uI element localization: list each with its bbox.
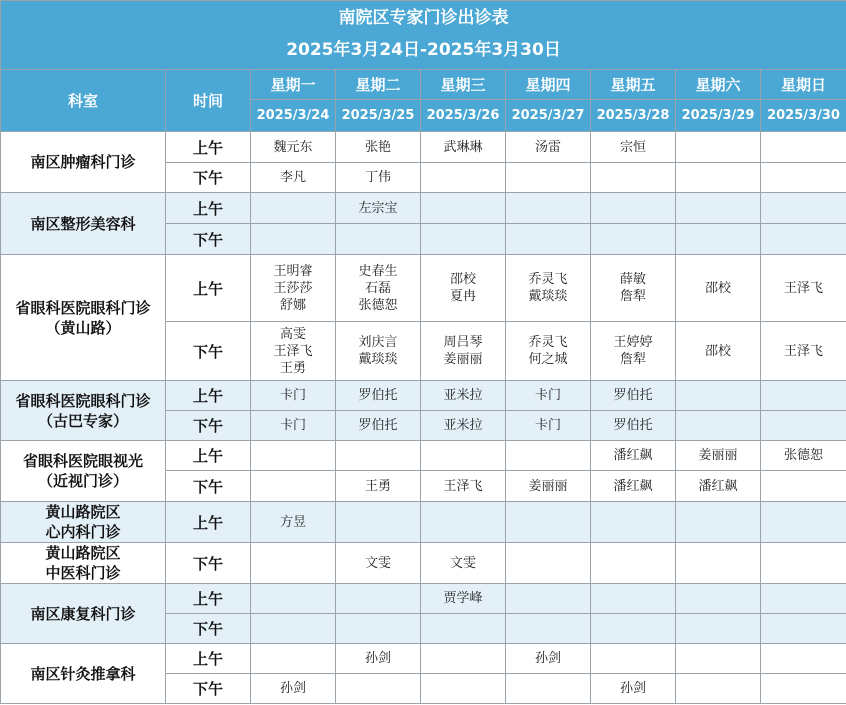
department-name bbox=[1, 132, 166, 193]
session-time: 下午 bbox=[166, 163, 251, 193]
doctor-name: 武琳琳 bbox=[443, 139, 483, 155]
doctor-name: 舒娜 bbox=[279, 297, 306, 313]
doctor-cell bbox=[251, 132, 336, 163]
doctor-name: 邵校 bbox=[449, 272, 476, 287]
doctor-name: 孙剑 bbox=[619, 681, 646, 696]
doctor-cell bbox=[676, 255, 761, 322]
table-row bbox=[1, 193, 846, 224]
doctor-cell bbox=[761, 381, 846, 411]
doctor-name: 潘红飙 bbox=[613, 448, 653, 463]
doctor-name: 张德恕 bbox=[784, 448, 824, 463]
doctor-cell bbox=[506, 224, 591, 255]
doctor-name: 姜丽丽 bbox=[698, 448, 738, 463]
session-time: 下午 bbox=[166, 471, 251, 502]
doctor-cell bbox=[251, 674, 336, 704]
department-name bbox=[1, 441, 166, 502]
doctor-name: 亚米拉 bbox=[443, 418, 483, 433]
doctor-cell bbox=[336, 441, 421, 471]
department-name-line: 南区肿瘤科门诊 bbox=[30, 153, 136, 171]
doctor-cell bbox=[251, 502, 336, 543]
doctor-cell bbox=[591, 255, 676, 322]
doctor-cell bbox=[251, 471, 336, 502]
doctor-cell bbox=[761, 644, 846, 674]
doctor-cell bbox=[336, 614, 421, 644]
department-name-line: 黄山路院区 bbox=[45, 544, 121, 562]
doctor-name: 姜丽丽 bbox=[443, 352, 483, 367]
doctor-name: 史春生 bbox=[358, 263, 398, 279]
doctor-name: 孙剑 bbox=[534, 651, 561, 666]
department-name bbox=[1, 255, 166, 381]
doctor-cell bbox=[761, 255, 846, 322]
session-time: 上午 bbox=[166, 132, 251, 163]
doctor-cell bbox=[336, 255, 421, 322]
table-row bbox=[1, 644, 846, 674]
doctor-cell bbox=[676, 381, 761, 411]
doctor-name: 卡门 bbox=[534, 388, 561, 403]
doctor-cell bbox=[251, 163, 336, 193]
doctor-cell bbox=[591, 644, 676, 674]
department-name bbox=[1, 644, 166, 704]
doctor-cell bbox=[421, 584, 506, 614]
date-header: 2025/3/28 bbox=[591, 100, 676, 132]
doctor-cell bbox=[336, 502, 421, 543]
department-name bbox=[1, 381, 166, 441]
doctor-cell bbox=[336, 132, 421, 163]
doctor-cell bbox=[421, 543, 506, 584]
doctor-cell bbox=[591, 163, 676, 193]
doctor-cell bbox=[251, 224, 336, 255]
doctor-cell bbox=[591, 381, 676, 411]
date-header: 2025/3/24 bbox=[251, 100, 336, 132]
doctor-cell bbox=[421, 644, 506, 674]
doctor-name: 乔灵飞 bbox=[528, 335, 568, 350]
department-name bbox=[1, 543, 166, 584]
doctor-cell bbox=[761, 614, 846, 644]
session-time: 下午 bbox=[166, 674, 251, 704]
doctor-cell bbox=[251, 322, 336, 381]
doctor-cell bbox=[761, 163, 846, 193]
doctor-cell bbox=[591, 584, 676, 614]
doctor-cell bbox=[336, 674, 421, 704]
department-name bbox=[1, 502, 166, 543]
doctor-name: 王明睿 bbox=[273, 263, 313, 279]
doctor-cell bbox=[336, 322, 421, 381]
doctor-cell bbox=[761, 322, 846, 381]
doctor-cell bbox=[506, 674, 591, 704]
doctor-cell bbox=[421, 614, 506, 644]
table-row bbox=[1, 132, 846, 163]
department-name-line: 南区康复科门诊 bbox=[30, 604, 136, 623]
department-name-line: 南区针灸推拿科 bbox=[30, 664, 136, 683]
doctor-cell bbox=[421, 411, 506, 441]
doctor-name: 王泽飞 bbox=[784, 280, 824, 296]
day-header: 星期一 bbox=[251, 70, 336, 100]
doctor-name: 李凡 bbox=[279, 170, 306, 185]
doctor-cell bbox=[506, 502, 591, 543]
doctor-cell bbox=[506, 132, 591, 163]
doctor-name: 卡门 bbox=[534, 418, 561, 433]
department-name-line: 中医科门诊 bbox=[45, 564, 121, 582]
doctor-name: 王泽飞 bbox=[784, 343, 824, 359]
doctor-name: 潘红飙 bbox=[613, 478, 653, 494]
doctor-name: 夏冉 bbox=[449, 289, 476, 304]
session-time: 上午 bbox=[166, 644, 251, 674]
doctor-name: 卡门 bbox=[279, 418, 306, 433]
doctor-cell bbox=[421, 322, 506, 381]
doctor-cell bbox=[336, 644, 421, 674]
doctor-cell bbox=[251, 644, 336, 674]
doctor-cell bbox=[421, 471, 506, 502]
department-name-line: 省眼科医院眼视光 bbox=[22, 452, 143, 470]
doctor-name: 戴琰琰 bbox=[528, 289, 568, 304]
doctor-name: 乔灵飞 bbox=[528, 272, 568, 287]
doctor-cell bbox=[336, 224, 421, 255]
department-name-line: 心内科门诊 bbox=[45, 523, 121, 541]
doctor-cell bbox=[421, 502, 506, 543]
doctor-name: 汤雷 bbox=[534, 139, 561, 155]
doctor-name: 王勇 bbox=[279, 360, 306, 376]
doctor-cell bbox=[676, 543, 761, 584]
date-header: 2025/3/25 bbox=[336, 100, 421, 132]
doctor-name: 王莎莎 bbox=[273, 280, 313, 296]
doctor-name: 亚米拉 bbox=[443, 388, 483, 403]
time-column-header: 时间 bbox=[166, 70, 251, 132]
doctor-cell bbox=[591, 614, 676, 644]
table-row bbox=[1, 584, 846, 614]
doctor-cell bbox=[506, 193, 591, 224]
doctor-cell bbox=[506, 163, 591, 193]
date-header: 2025/3/29 bbox=[676, 100, 761, 132]
doctor-name: 刘庆言 bbox=[358, 335, 398, 350]
doctor-cell bbox=[251, 255, 336, 322]
doctor-cell bbox=[421, 381, 506, 411]
day-header: 星期日 bbox=[761, 70, 846, 100]
doctor-cell bbox=[506, 614, 591, 644]
department-name-line: 黄山路院区 bbox=[45, 503, 121, 521]
day-header: 星期五 bbox=[591, 70, 676, 100]
doctor-cell bbox=[591, 441, 676, 471]
doctor-name: 孙剑 bbox=[364, 651, 391, 666]
doctor-cell bbox=[506, 255, 591, 322]
doctor-cell bbox=[676, 411, 761, 441]
title-line-1: 南院区专家门诊出诊表 bbox=[338, 8, 509, 28]
doctor-cell bbox=[676, 674, 761, 704]
doctor-name: 方昱 bbox=[279, 514, 306, 530]
doctor-cell bbox=[506, 644, 591, 674]
doctor-cell bbox=[506, 381, 591, 411]
session-time: 下午 bbox=[166, 322, 251, 381]
doctor-cell bbox=[336, 381, 421, 411]
department-name bbox=[1, 584, 166, 644]
doctor-cell bbox=[251, 411, 336, 441]
date-header: 2025/3/27 bbox=[506, 100, 591, 132]
doctor-name: 王婷婷 bbox=[613, 335, 653, 350]
doctor-cell bbox=[421, 193, 506, 224]
doctor-cell bbox=[676, 322, 761, 381]
day-header: 星期三 bbox=[421, 70, 506, 100]
doctor-cell bbox=[676, 471, 761, 502]
doctor-cell bbox=[421, 674, 506, 704]
date-header: 2025/3/30 bbox=[761, 100, 846, 132]
doctor-name: 罗伯托 bbox=[358, 388, 398, 403]
session-time: 上午 bbox=[166, 381, 251, 411]
doctor-cell bbox=[336, 471, 421, 502]
table-title bbox=[1, 1, 846, 70]
doctor-cell bbox=[591, 543, 676, 584]
doctor-cell bbox=[336, 543, 421, 584]
table-row bbox=[1, 543, 846, 584]
doctor-name: 罗伯托 bbox=[358, 418, 398, 433]
doctor-name: 张艳 bbox=[364, 139, 391, 155]
doctor-name: 卡门 bbox=[279, 388, 306, 403]
session-time: 上午 bbox=[166, 441, 251, 471]
doctor-name: 丁伟 bbox=[364, 170, 391, 185]
doctor-cell bbox=[676, 644, 761, 674]
doctor-cell bbox=[251, 441, 336, 471]
date-header: 2025/3/26 bbox=[421, 100, 506, 132]
doctor-cell bbox=[676, 614, 761, 644]
doctor-cell bbox=[676, 502, 761, 543]
doctor-cell bbox=[761, 471, 846, 502]
doctor-cell bbox=[591, 502, 676, 543]
table-row bbox=[1, 441, 846, 471]
doctor-name: 何之城 bbox=[528, 352, 568, 367]
session-time: 下午 bbox=[166, 614, 251, 644]
doctor-name: 石磊 bbox=[364, 280, 391, 296]
doctor-cell bbox=[506, 471, 591, 502]
doctor-cell bbox=[506, 584, 591, 614]
doctor-name: 左宗宝 bbox=[358, 200, 398, 216]
department-name-line: （黄山路） bbox=[45, 318, 121, 337]
doctor-cell bbox=[421, 441, 506, 471]
session-time: 下午 bbox=[166, 224, 251, 255]
doctor-cell bbox=[336, 411, 421, 441]
department-name bbox=[1, 193, 166, 255]
doctor-name: 詹犁 bbox=[619, 289, 646, 304]
doctor-cell bbox=[336, 584, 421, 614]
doctor-name: 薛敏 bbox=[619, 272, 646, 287]
doctor-cell bbox=[251, 584, 336, 614]
doctor-name: 宗恒 bbox=[619, 139, 646, 155]
doctor-cell bbox=[676, 132, 761, 163]
doctor-name: 王泽飞 bbox=[273, 343, 313, 359]
doctor-name: 邵校 bbox=[704, 280, 731, 296]
doctor-cell bbox=[761, 502, 846, 543]
doctor-cell bbox=[591, 411, 676, 441]
doctor-name: 王勇 bbox=[364, 478, 391, 494]
doctor-cell bbox=[676, 193, 761, 224]
department-name-line: （古巴专家） bbox=[37, 411, 128, 430]
doctor-cell bbox=[761, 543, 846, 584]
department-name-line: 省眼科医院眼科门诊 bbox=[15, 298, 151, 317]
doctor-cell bbox=[591, 471, 676, 502]
doctor-name: 魏元东 bbox=[273, 139, 313, 155]
dept-column-header: 科室 bbox=[1, 70, 166, 132]
doctor-name: 文雯 bbox=[364, 555, 391, 571]
doctor-cell bbox=[761, 674, 846, 704]
doctor-cell bbox=[591, 322, 676, 381]
title-line-2: 2025年3月24日-2025年3月30日 bbox=[286, 40, 561, 60]
day-header: 星期六 bbox=[676, 70, 761, 100]
doctor-name: 王泽飞 bbox=[443, 478, 483, 494]
doctor-cell bbox=[591, 674, 676, 704]
doctor-name: 姜丽丽 bbox=[528, 478, 568, 494]
doctor-name: 文雯 bbox=[449, 555, 476, 571]
doctor-cell bbox=[251, 381, 336, 411]
doctor-name: 邵校 bbox=[704, 343, 731, 359]
doctor-name: 罗伯托 bbox=[613, 388, 653, 403]
doctor-cell bbox=[676, 224, 761, 255]
session-time: 上午 bbox=[166, 502, 251, 543]
doctor-cell bbox=[676, 441, 761, 471]
doctor-cell bbox=[421, 132, 506, 163]
doctor-name: 孙剑 bbox=[279, 681, 306, 696]
doctor-cell bbox=[506, 322, 591, 381]
doctor-cell bbox=[251, 543, 336, 584]
department-name-line: 省眼科医院眼科门诊 bbox=[15, 391, 151, 410]
department-name-line: 南区整形美容科 bbox=[30, 214, 136, 233]
doctor-cell bbox=[591, 224, 676, 255]
doctor-cell bbox=[251, 614, 336, 644]
doctor-cell bbox=[506, 543, 591, 584]
session-time: 上午 bbox=[166, 255, 251, 322]
doctor-name: 周吕琴 bbox=[443, 335, 483, 350]
table-row bbox=[1, 381, 846, 411]
doctor-cell bbox=[761, 441, 846, 471]
doctor-cell bbox=[761, 193, 846, 224]
doctor-cell bbox=[506, 441, 591, 471]
doctor-cell bbox=[761, 584, 846, 614]
doctor-cell bbox=[421, 224, 506, 255]
doctor-cell bbox=[421, 255, 506, 322]
doctor-name: 贾学峰 bbox=[443, 591, 483, 606]
session-time: 上午 bbox=[166, 193, 251, 224]
session-time: 下午 bbox=[166, 543, 251, 584]
table-row bbox=[1, 255, 846, 322]
department-name-line: （近视门诊） bbox=[37, 472, 128, 490]
doctor-name: 潘红飙 bbox=[698, 478, 738, 494]
doctor-cell bbox=[336, 193, 421, 224]
doctor-cell bbox=[676, 163, 761, 193]
table-row bbox=[1, 502, 846, 543]
doctor-cell bbox=[251, 193, 336, 224]
doctor-cell bbox=[591, 193, 676, 224]
doctor-name: 高雯 bbox=[279, 326, 306, 342]
doctor-cell bbox=[506, 411, 591, 441]
schedule-body bbox=[1, 132, 846, 704]
doctor-name: 张德恕 bbox=[358, 297, 398, 313]
day-header: 星期四 bbox=[506, 70, 591, 100]
doctor-cell bbox=[761, 411, 846, 441]
doctor-name: 罗伯托 bbox=[613, 418, 653, 433]
doctor-cell bbox=[676, 584, 761, 614]
doctor-cell bbox=[761, 224, 846, 255]
session-time: 上午 bbox=[166, 584, 251, 614]
doctor-name: 詹犁 bbox=[619, 352, 646, 367]
day-header: 星期二 bbox=[336, 70, 421, 100]
doctor-cell bbox=[336, 163, 421, 193]
doctor-cell bbox=[421, 163, 506, 193]
session-time: 下午 bbox=[166, 411, 251, 441]
doctor-cell bbox=[591, 132, 676, 163]
doctor-name: 戴琰琰 bbox=[358, 352, 398, 367]
doctor-cell bbox=[761, 132, 846, 163]
